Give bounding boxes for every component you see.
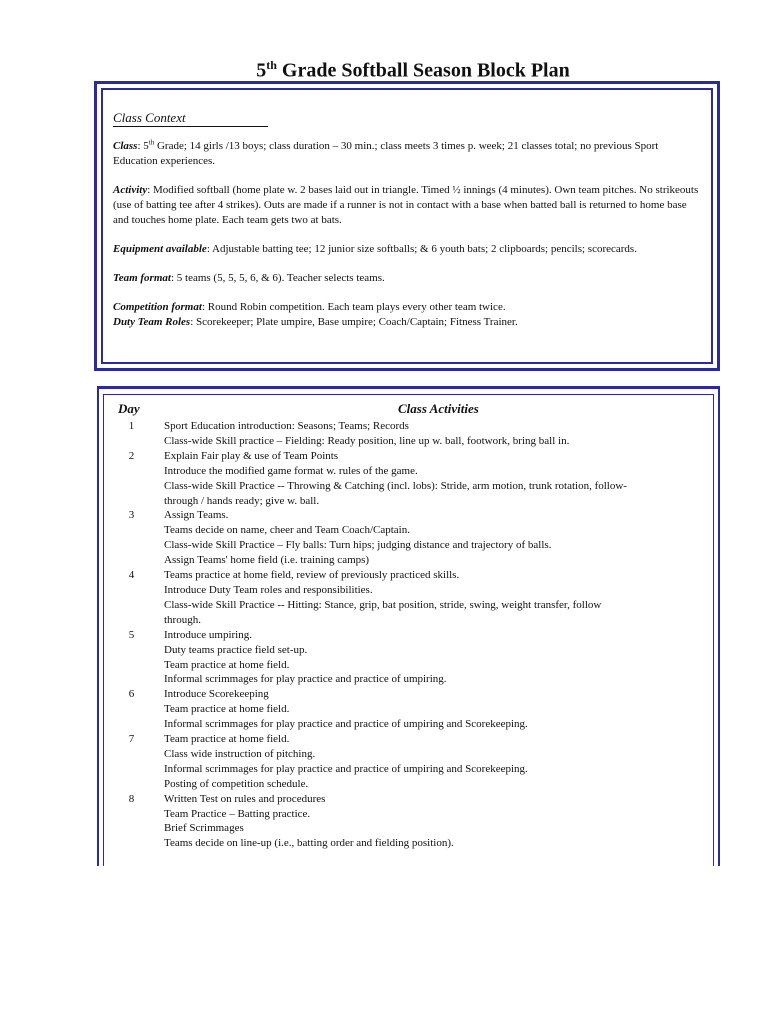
activity-lines [159,449,713,509]
activity-line: Informal scrimmages for play practice and practice of umpiring and Scorekeeping. [164,718,528,731]
activity-line: Class-wide Skill practice – Fielding: Ready position, line up w. ball, footwork, bring ball in. [164,434,570,447]
activity-line: through / hands ready; give w. ball. [164,494,320,507]
activity-row [104,449,713,509]
equipment-label: Equipment available [113,243,207,255]
class-activities-box [97,386,720,866]
duty-team-roles-label: Duty Team Roles [113,316,191,328]
activity-row [104,732,713,792]
activity-line: Class-wide Skill Practice -- Hitting: Stance, grip, bat position, stride, swing, weight transfer, follow [164,598,602,611]
activity-line: Introduce the modified game format w. rules of the game. [164,464,418,477]
day-number: 4 [128,569,135,582]
day-number: 8 [128,792,135,805]
day-number: 1 [128,420,135,432]
activity-row [104,419,713,449]
team-format-paragraph: Team format: 5 teams (5, 5, 5, 6, & 6). Teacher selects teams. [113,272,385,284]
activity-line: Sport Education introduction: Seasons; Teams; Records [164,420,409,432]
activity-line: Introduce Scorekeeping [164,688,269,701]
class-context-inner [101,88,713,364]
activities-table [104,419,713,851]
class-context-heading: Class Context [113,110,268,127]
day-number: 2 [128,449,135,462]
activity-line: Teams decide on line-up (i.e., batting order and fielding position). [164,837,454,850]
activity-line: Teams decide on name, cheer and Team Coach/Captain. [164,524,410,537]
activity-lines [159,732,713,792]
competition-format-label: Competition format [113,301,202,313]
activity-line: Teams practice at home field, review of previously practiced skills. [164,569,460,582]
activity-line: Introduce umpiring. [164,628,252,641]
activity-lines [159,419,713,449]
activity-row [104,687,713,732]
activity-lines [159,687,713,732]
activity-row [104,628,713,688]
activity-line: Class wide instruction of pitching. [164,747,316,760]
activity-row [104,508,713,568]
activities-header [104,401,713,419]
activity-lines [159,792,713,852]
day-number: 6 [128,688,135,701]
activity-row [104,568,713,628]
activity-line: Team practice at home field. [164,733,290,746]
activity-row [104,792,713,852]
activity-line: Informal scrimmages for play practice and practice of umpiring. [164,673,447,686]
activity-lines [159,568,713,628]
class-paragraph: Class: 5th Grade; 14 girls /13 boys; class duration – 30 min.; class meets 3 times p. week; 21 classes total; no previous Sport Education experiences. [113,138,659,167]
activity-line: Informal scrimmages for play practice and practice of umpiring and Scorekeeping. [164,762,528,775]
activity-line: Duty teams practice field set-up. [164,643,308,656]
class-activities-inner [103,394,714,866]
activity-line: Introduce Duty Team roles and responsibilities. [164,583,373,596]
class-context-box [94,81,720,371]
activity-line: Class-wide Skill Practice – Fly balls: Turn hips; judging distance and trajectory of balls. [164,539,552,552]
duty-team-roles-paragraph: Duty Team Roles: Scorekeeper; Plate umpire, Base umpire; Coach/Captain; Fitness Trainer. [113,316,518,328]
activity-line: Explain Fair play & use of Team Points [164,449,339,462]
day-number: 5 [128,628,135,641]
team-format-label: Team format [113,272,171,284]
activity-line: Brief Scrimmages [164,822,244,835]
competition-format-paragraph: Competition format: Round Robin competition. Each team plays every other team twice. [113,301,506,313]
activity-line: Assign Teams. [164,509,229,522]
day-number: 3 [128,509,135,522]
activity-line: through. [164,613,201,626]
activity-line: Written Test on rules and procedures [164,792,326,805]
activity-line: Team Practice – Batting practice. [164,807,311,820]
activity-line: Assign Teams' home field (i.e. training camps) [164,554,370,567]
activity-label: Activity [113,184,148,196]
activity-line: Posting of competition schedule. [164,777,309,790]
activity-line: Team practice at home field. [164,658,290,671]
activities-column-header: Class Activities [398,401,479,416]
equipment-paragraph: Equipment available: Adjustable batting tee; 12 junior size softballs; & 6 youth bats; 2 clipboards; pencils; scorecards. [113,243,637,255]
activity-paragraph: Activity: Modified softball (home plate w. 2 bases laid out in triangle. Timed ½ innings (4 minutes). Own team pitches. No strikeouts (use of batting tee after 4 strikes). Outs are made if a runner is not in contact with a base when batted ball is returned to home base and touches home plate. Each team gets two at bats. [113,184,699,226]
page-title: 5th Grade Softball Season Block Plan [256,58,570,82]
activity-line: Team practice at home field. [164,703,290,716]
activity-line: Class-wide Skill Practice -- Throwing & Catching (incl. lobs): Stride, arm motion, trunk rotation, follow- [164,479,627,492]
class-label: Class [113,140,138,152]
activity-lines [159,628,713,688]
day-number: 7 [128,733,135,746]
day-column-header: Day [118,401,140,416]
activity-lines [159,508,713,568]
